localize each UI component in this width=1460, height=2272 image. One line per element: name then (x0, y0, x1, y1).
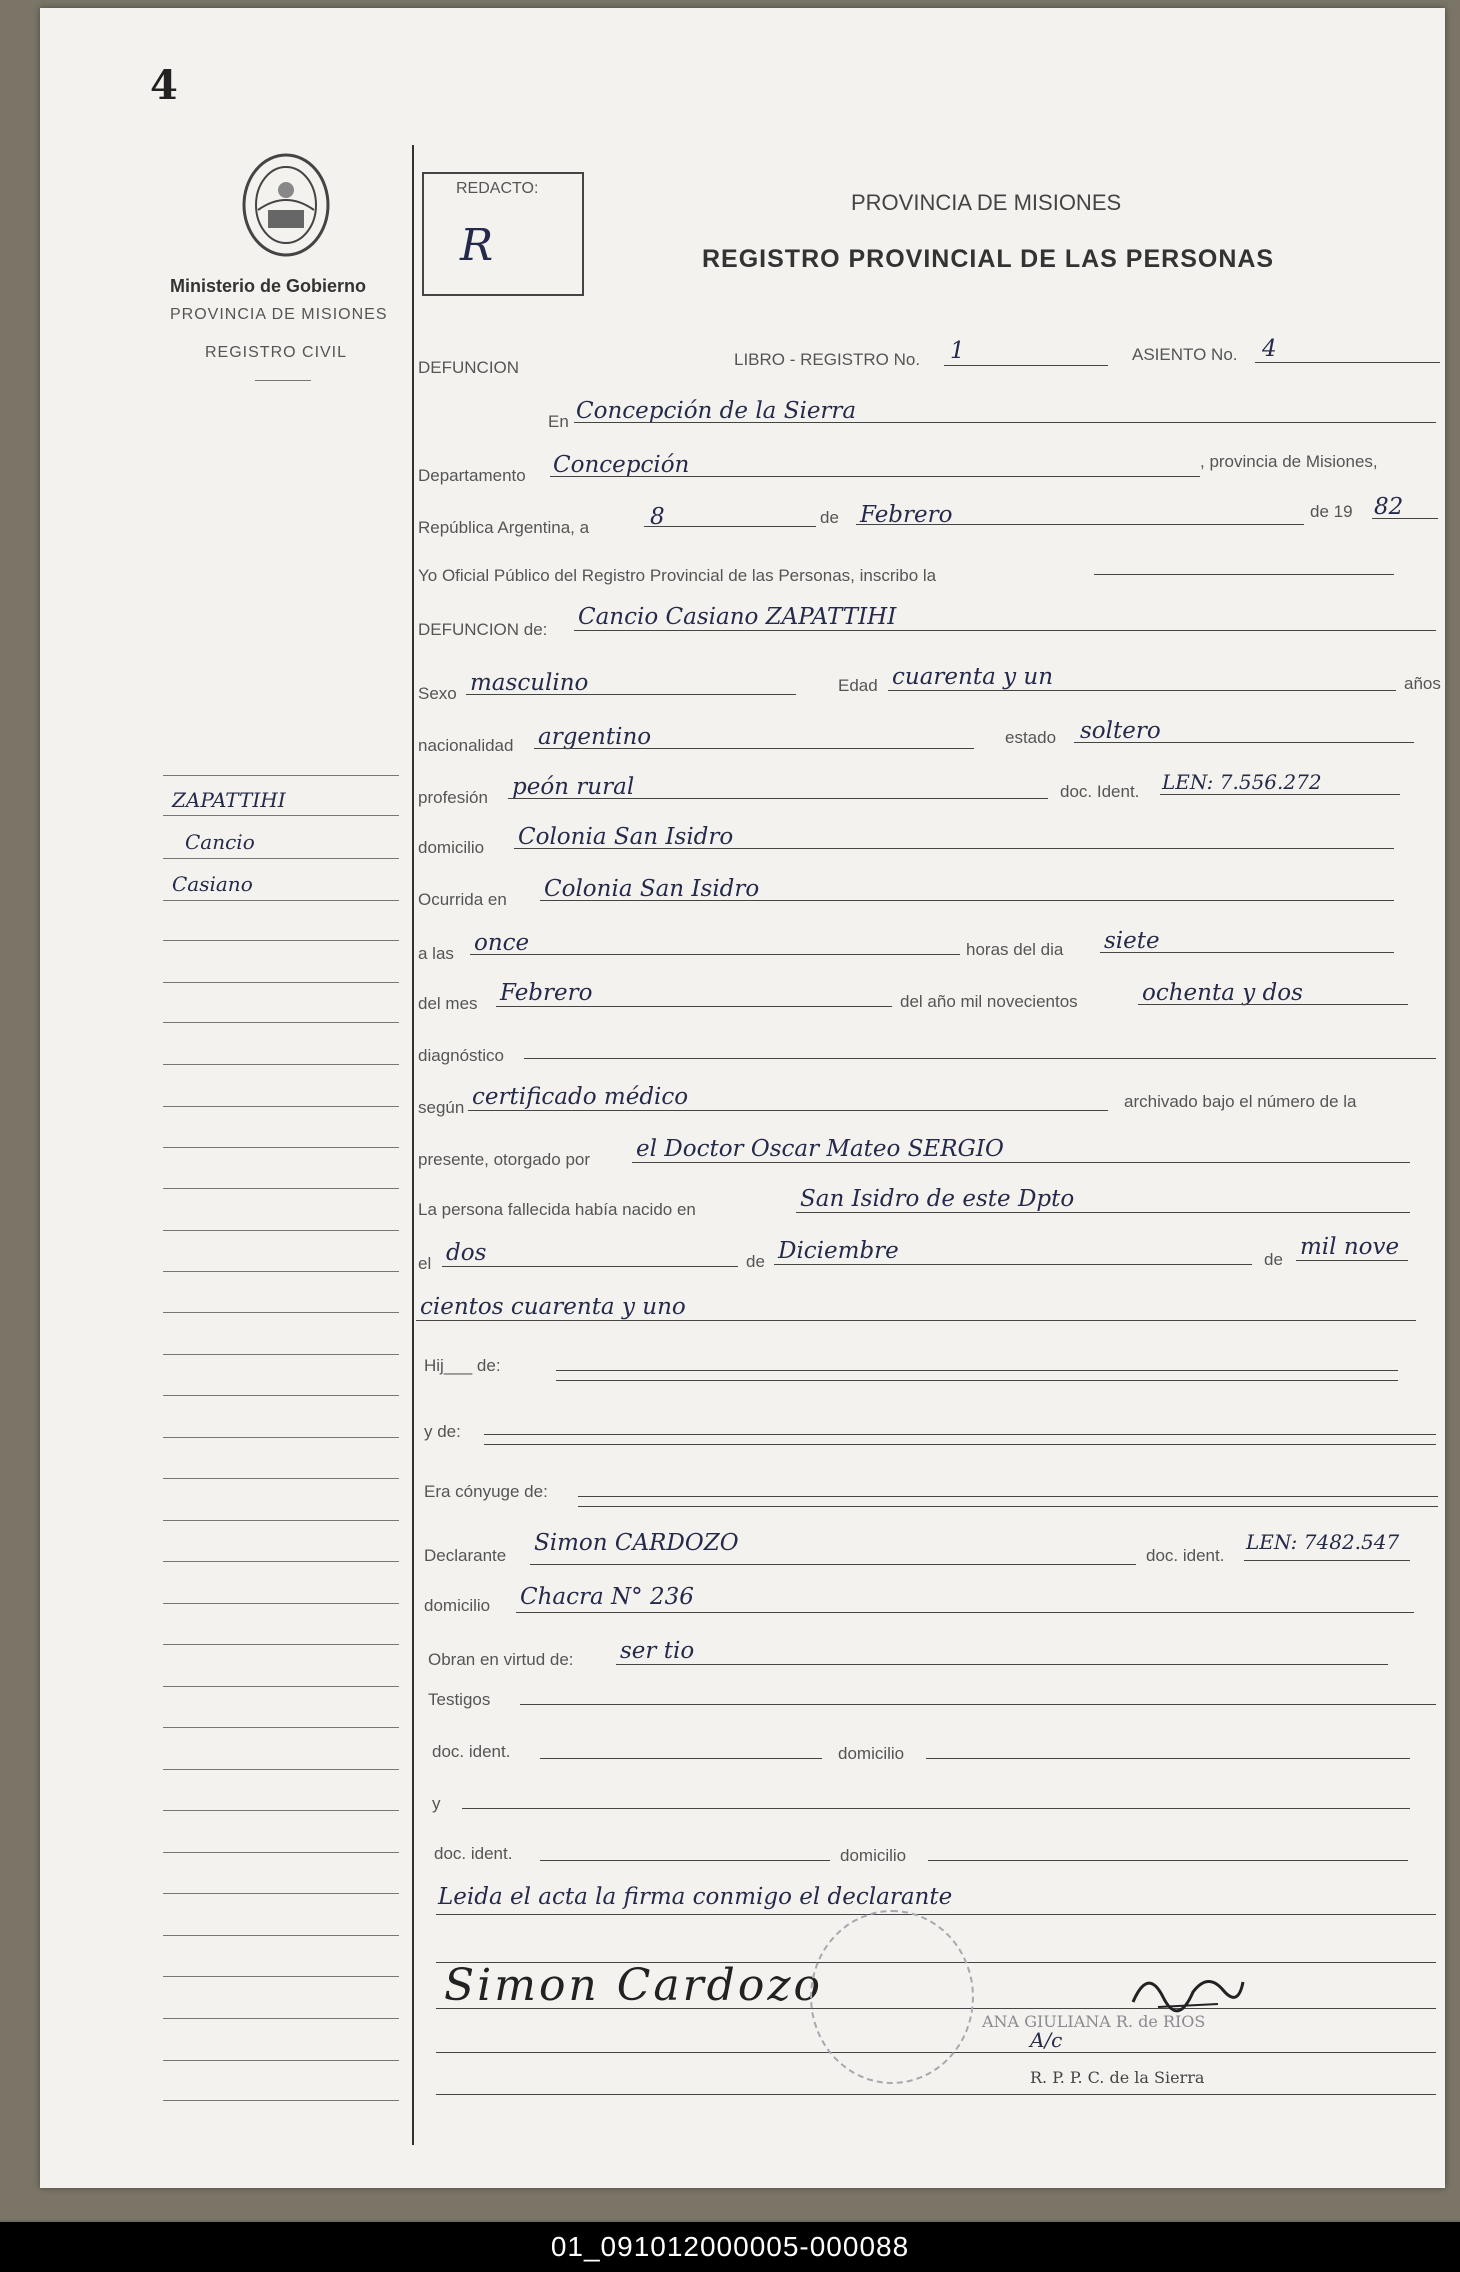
dia-value: siete (1104, 928, 1160, 954)
field-line (550, 476, 1200, 477)
margin-line (163, 1976, 399, 1977)
field-line (1255, 362, 1440, 363)
mes-value: Febrero (500, 980, 593, 1006)
departamento-label: Departamento (418, 466, 526, 485)
provincia-suffix: , provincia de Misiones, (1200, 452, 1378, 471)
field-line (556, 1370, 1398, 1371)
official-name: ANA GIULIANA R. de RIOS (982, 2012, 1206, 2031)
anio2-value: mil nove (1300, 1234, 1400, 1260)
field-line (496, 1006, 892, 1007)
month-value: Febrero (860, 502, 953, 528)
anio-label: del año mil novecientos (900, 992, 1078, 1011)
margin-line (163, 1022, 399, 1023)
field-line (926, 1758, 1410, 1759)
departamento-value: Concepción (553, 452, 690, 478)
doc-ident2-value: LEN: 7482.547 (1246, 1530, 1400, 1554)
field-line (516, 1612, 1414, 1613)
field-line (484, 1444, 1436, 1445)
el-label: el (418, 1254, 432, 1273)
declarante-label: Declarante (424, 1546, 507, 1565)
estado-value: soltero (1080, 718, 1161, 744)
official-stamp (810, 1910, 974, 2084)
field-line (888, 690, 1396, 691)
doc-ident2-label: doc. ident. (1146, 1546, 1225, 1565)
field-line (524, 1058, 1436, 1059)
official-role: A/c (1030, 2028, 1063, 2052)
margin-line (163, 1230, 399, 1231)
estado-label: estado (1005, 728, 1057, 747)
nacido-value: San Isidro de este Dpto (800, 1186, 1075, 1212)
margin-line (163, 1644, 399, 1645)
field-line (520, 1704, 1436, 1705)
profesion-value: peón rural (512, 774, 635, 800)
yde-label: y de: (424, 1422, 461, 1441)
field-line (442, 1266, 738, 1267)
official-office: R. P. P. C. de la Sierra (1030, 2068, 1205, 2087)
declarante-value: Simon CARDOZO (534, 1530, 739, 1556)
divider (255, 380, 311, 381)
field-line (774, 1264, 1252, 1265)
field-line (466, 694, 796, 695)
margin-line (163, 1686, 399, 1687)
ocurrida-label: Ocurrida en (418, 890, 507, 909)
field-line (514, 848, 1394, 849)
field-line (1074, 742, 1414, 743)
field-line (1372, 518, 1438, 519)
field-line (1094, 574, 1394, 575)
y-label: y (432, 1794, 441, 1813)
margin-line (163, 1354, 399, 1355)
obran-label: Obran en virtud de: (428, 1650, 574, 1669)
field-line (1244, 1560, 1410, 1561)
field-line (644, 526, 816, 527)
margin-line (163, 2060, 399, 2061)
registry-title: REGISTRO PROVINCIAL DE LAS PERSONAS (702, 245, 1275, 273)
conyuge-label: Era cónyuge de: (424, 1482, 548, 1501)
field-line (944, 365, 1108, 366)
mes2-value: Diciembre (778, 1238, 899, 1264)
domicilio3-label: domicilio (838, 1744, 905, 1763)
edad-value: cuarenta y un (892, 664, 1054, 690)
margin-line (163, 1147, 399, 1148)
doc-ident-label: doc. Ident. (1060, 782, 1140, 801)
margin-line (163, 1271, 399, 1272)
edad-label: Edad (838, 676, 878, 695)
margin-firstname: Cancio (185, 830, 255, 854)
de3-label: de (1264, 1250, 1283, 1269)
field-line (484, 1434, 1436, 1435)
margin-line (163, 940, 399, 941)
profesion-label: profesión (418, 788, 488, 807)
margin-line (163, 1935, 399, 1936)
field-line (468, 1110, 1108, 1111)
year-value: 82 (1374, 494, 1404, 520)
coat-of-arms-icon (238, 150, 334, 260)
presente-label: presente, otorgado por (418, 1150, 591, 1169)
margin-line (163, 1727, 399, 1728)
asiento-label: ASIENTO No. (1132, 345, 1238, 364)
field-line (1160, 794, 1400, 795)
testigos-label: Testigos (428, 1690, 491, 1709)
leida-text: Leida el acta la firma conmigo el declarante (438, 1884, 953, 1910)
margin-line (163, 1893, 399, 1894)
margin-line (163, 982, 399, 983)
field-line (856, 524, 1304, 525)
domicilio4-label: domicilio (840, 1846, 907, 1865)
domicilio-label: domicilio (418, 838, 485, 857)
province-title: PROVINCIA DE MISIONES (851, 190, 1122, 215)
redacto-label: REDACTO: (456, 180, 539, 197)
margin-divider (412, 145, 414, 2145)
libro-value: 1 (950, 338, 965, 364)
en-value: Concepción de la Sierra (576, 398, 857, 424)
margin-line (163, 1603, 399, 1604)
redacto-mark: R (460, 220, 494, 271)
field-line (470, 954, 960, 955)
field-line (540, 1860, 830, 1861)
margin-line (163, 858, 399, 859)
doc-ident3-label: doc. ident. (432, 1742, 511, 1761)
image-caption: 01_091012000005-000088 (0, 2222, 1460, 2272)
alas-label: a las (418, 944, 454, 963)
field-line (416, 1320, 1416, 1321)
sexo-label: Sexo (418, 684, 457, 703)
margin-line (163, 1852, 399, 1853)
field-line (632, 1162, 1410, 1163)
field-line (530, 1564, 1136, 1565)
field-line (578, 1496, 1438, 1497)
doc-ident-value: LEN: 7.556.272 (1162, 770, 1322, 794)
margin-line (163, 900, 399, 901)
asiento-value: 4 (1262, 336, 1277, 362)
segun-label: según (418, 1098, 465, 1117)
anos-label: años (1404, 674, 1441, 693)
margin-line (163, 2100, 399, 2101)
margin-line (163, 1520, 399, 1521)
margin-line (163, 1478, 399, 1479)
margin-line (163, 1188, 399, 1189)
margin-line (163, 815, 399, 816)
horas-label: horas del dia (966, 940, 1064, 959)
field-line (574, 630, 1436, 631)
field-line (796, 1212, 1410, 1213)
field-line (540, 900, 1394, 901)
field-line (436, 1914, 1436, 1915)
domicilio2-value: Chacra N° 236 (520, 1584, 694, 1610)
field-line (436, 2094, 1436, 2095)
day-value: 8 (650, 504, 665, 530)
defuncion-de-label: DEFUNCION de: (418, 620, 548, 639)
anio-value: ochenta y dos (1142, 980, 1303, 1006)
margin-surname: ZAPATTIHI (172, 788, 286, 812)
alas-value: once (474, 930, 530, 956)
archivado-label: archivado bajo el número de la (1124, 1092, 1357, 1111)
margin-line (163, 2018, 399, 2019)
republica-label: República Argentina, a (418, 518, 590, 537)
el-value: dos (446, 1240, 487, 1266)
margin-line (163, 1810, 399, 1811)
segun-value: certificado médico (472, 1084, 689, 1110)
field-line (578, 1506, 1438, 1507)
defuncion-label: DEFUNCION (418, 358, 520, 377)
field-line (1100, 952, 1394, 953)
margin-line (163, 1769, 399, 1770)
margin-line (163, 775, 399, 776)
field-line (508, 798, 1048, 799)
defuncion-de-value: Cancio Casiano ZAPATTIHI (578, 604, 897, 630)
margin-line (163, 1561, 399, 1562)
province-small-label: PROVINCIA DE MISIONES (170, 306, 388, 323)
delmes-label: del mes (418, 994, 478, 1013)
field-line (1296, 1260, 1408, 1261)
diagnostico-label: diagnóstico (418, 1046, 505, 1065)
anio2-cont: cientos cuarenta y uno (420, 1294, 686, 1320)
presente-value: el Doctor Oscar Mateo SERGIO (636, 1136, 1004, 1162)
doc-ident4-label: doc. ident. (434, 1844, 513, 1863)
domicilio-value: Colonia San Isidro (518, 824, 734, 850)
en-label: En (548, 412, 569, 431)
margin-line (163, 1395, 399, 1396)
ocurrida-value: Colonia San Isidro (544, 876, 760, 902)
domicilio2-label: domicilio (424, 1596, 491, 1615)
nacionalidad-value: argentino (538, 724, 652, 750)
field-line (462, 1808, 1410, 1809)
yo-label: Yo Oficial Público del Registro Provincial de las Personas, inscribo la (418, 566, 937, 585)
nacido-label: La persona fallecida había nacido en (418, 1200, 696, 1219)
margin-line (163, 1106, 399, 1107)
nacionalidad-label: nacionalidad (418, 736, 514, 755)
field-line (534, 748, 974, 749)
sexo-value: masculino (470, 670, 589, 696)
margin-line (163, 1437, 399, 1438)
field-line (540, 1758, 822, 1759)
ministry-label: Ministerio de Gobierno (170, 276, 367, 296)
margin-line (163, 1064, 399, 1065)
civil-registry-label: REGISTRO CIVIL (205, 344, 348, 361)
de-label: de (820, 508, 839, 527)
field-line (556, 1380, 1398, 1381)
field-line (1138, 1004, 1408, 1005)
declarant-signature: Simon Cardozo (444, 1960, 824, 2011)
margin-line (163, 1312, 399, 1313)
field-line (574, 422, 1436, 423)
margin-middlename: Casiano (172, 872, 253, 896)
obran-value: ser tio (620, 1638, 695, 1664)
de-year-label: de 19 (1310, 502, 1353, 521)
hij-label: Hij___ de: (424, 1356, 501, 1375)
field-line (928, 1860, 1408, 1861)
field-line (616, 1664, 1388, 1665)
page-number: 4 (150, 62, 178, 109)
libro-label: LIBRO - REGISTRO No. (734, 350, 921, 369)
de2-label: de (746, 1252, 765, 1271)
